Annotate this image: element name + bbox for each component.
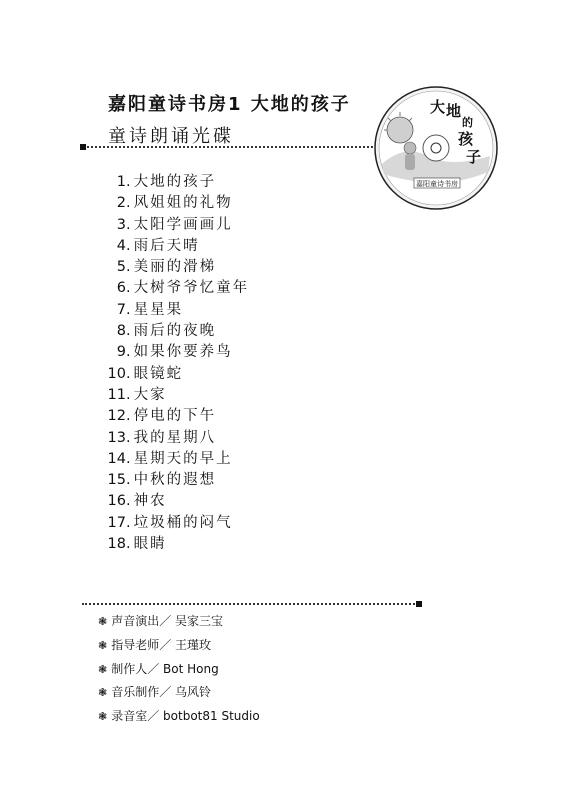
track-number: 8 [116, 323, 126, 340]
track-title: 雨后天晴 [133, 237, 200, 254]
book-title: 嘉阳童诗书房1 大地的孩子 [108, 94, 351, 115]
credit-text: 制作人／ Bot Hong [111, 661, 219, 676]
track-number: 15 [107, 472, 126, 489]
cd-disc-illustration [374, 86, 498, 210]
track-title: 神农 [133, 493, 167, 510]
track-dot: . [126, 344, 131, 361]
cd-hole [431, 143, 441, 153]
track-dot: . [126, 365, 131, 382]
track-dot: . [126, 493, 131, 510]
track-list [100, 172, 249, 555]
credit-text: 录音室／ botbot81 Studio [111, 709, 260, 724]
track-number: 3 [116, 216, 126, 233]
track-dot: . [126, 280, 131, 297]
top-dotted-rule [84, 146, 384, 148]
track-dot: . [126, 174, 131, 190]
flower-bullet-icon: ❃ [98, 662, 108, 676]
track-title: 垃圾桶的闷气 [133, 514, 233, 531]
cd-subtitle: 童诗朗诵光碟 [108, 126, 234, 147]
track-number: 18 [107, 536, 126, 553]
track-dot: . [126, 237, 131, 254]
flower-bullet-icon: ❃ [98, 686, 108, 700]
credit-text: 声音演出／ 吴家三宝 [111, 614, 224, 628]
track-dot: . [126, 429, 131, 446]
track-title: 我的星期八 [133, 429, 217, 446]
flower-bullet-icon: ❃ [98, 615, 108, 628]
track-number: 13 [107, 429, 126, 446]
track-number: 6 [116, 280, 126, 297]
track-title: 眼镜蛇 [133, 365, 184, 382]
credit-text: 指导老师／ 王瑾玫 [111, 637, 212, 652]
track-dot: . [126, 472, 131, 489]
credit-item [98, 705, 260, 729]
credit-item [98, 681, 260, 705]
track-dot: . [126, 514, 131, 531]
track-number: 4 [116, 237, 126, 254]
track-dot: . [126, 408, 131, 425]
track-item [100, 513, 249, 534]
credit-text: 音乐制作／ 乌风铃 [111, 685, 212, 700]
track-dot: . [126, 301, 131, 318]
track-title: 星星果 [133, 301, 184, 318]
track-number: 2 [116, 195, 126, 212]
track-item [100, 406, 249, 427]
track-item [100, 428, 249, 449]
track-title: 眼睛 [133, 536, 167, 553]
track-item [100, 257, 249, 278]
flower-bullet-icon: ❃ [98, 638, 108, 652]
track-title: 风姐姐的礼物 [133, 195, 233, 212]
track-dot: . [126, 536, 131, 553]
track-title: 太阳学画画儿 [133, 216, 233, 233]
track-number: 1 [116, 174, 126, 190]
track-title: 停电的下午 [133, 408, 217, 425]
credit-item [98, 658, 260, 682]
cd-label-char: 子 [466, 148, 482, 166]
track-number: 5 [116, 259, 126, 276]
cd-caption: 嘉阳童诗书房 [416, 180, 458, 188]
flower-bullet-icon: ❃ [98, 710, 108, 724]
track-title: 星期天的早上 [133, 450, 233, 467]
track-dot: . [126, 216, 131, 233]
track-dot: . [126, 323, 131, 340]
cd-label-char: 大 [430, 98, 446, 116]
track-number: 12 [107, 408, 126, 425]
track-number: 16 [107, 493, 126, 510]
track-dot: . [126, 259, 131, 276]
track-item [100, 534, 249, 555]
track-item [100, 172, 249, 193]
cd-label-char: 地 [446, 102, 462, 120]
track-item [100, 342, 249, 363]
cd-child-body [405, 154, 415, 170]
track-title: 中秋的遐想 [133, 472, 217, 489]
track-title: 大树爷爷忆童年 [133, 280, 250, 297]
track-item [100, 321, 249, 342]
track-number: 10 [107, 365, 126, 382]
track-item [100, 215, 249, 236]
track-title: 大家 [133, 386, 167, 403]
track-item [100, 278, 249, 299]
track-item [100, 470, 249, 491]
credit-item [98, 634, 260, 658]
track-item [100, 491, 249, 512]
credits-list [98, 610, 260, 729]
track-number: 14 [107, 450, 126, 467]
track-dot: . [126, 450, 131, 467]
track-item [100, 236, 249, 257]
track-title: 如果你要养鸟 [133, 344, 233, 361]
track-number: 11 [107, 386, 126, 403]
track-title: 大地的孩子 [133, 174, 217, 190]
track-number: 9 [116, 344, 126, 361]
track-item [100, 364, 249, 385]
cd-label-char: 的 [462, 116, 473, 129]
cd-child-head [404, 142, 416, 154]
track-item [100, 385, 249, 406]
track-item [100, 193, 249, 214]
track-item [100, 300, 249, 321]
track-item [100, 449, 249, 470]
credit-item [98, 610, 260, 634]
track-number: 17 [107, 514, 126, 531]
bottom-dotted-rule [82, 603, 418, 605]
track-dot: . [126, 195, 131, 212]
track-title: 雨后的夜晚 [133, 323, 217, 340]
track-dot: . [126, 386, 131, 403]
track-title: 美丽的滑梯 [133, 259, 217, 276]
track-number: 7 [116, 301, 126, 318]
cd-label-char: 孩 [458, 130, 474, 148]
